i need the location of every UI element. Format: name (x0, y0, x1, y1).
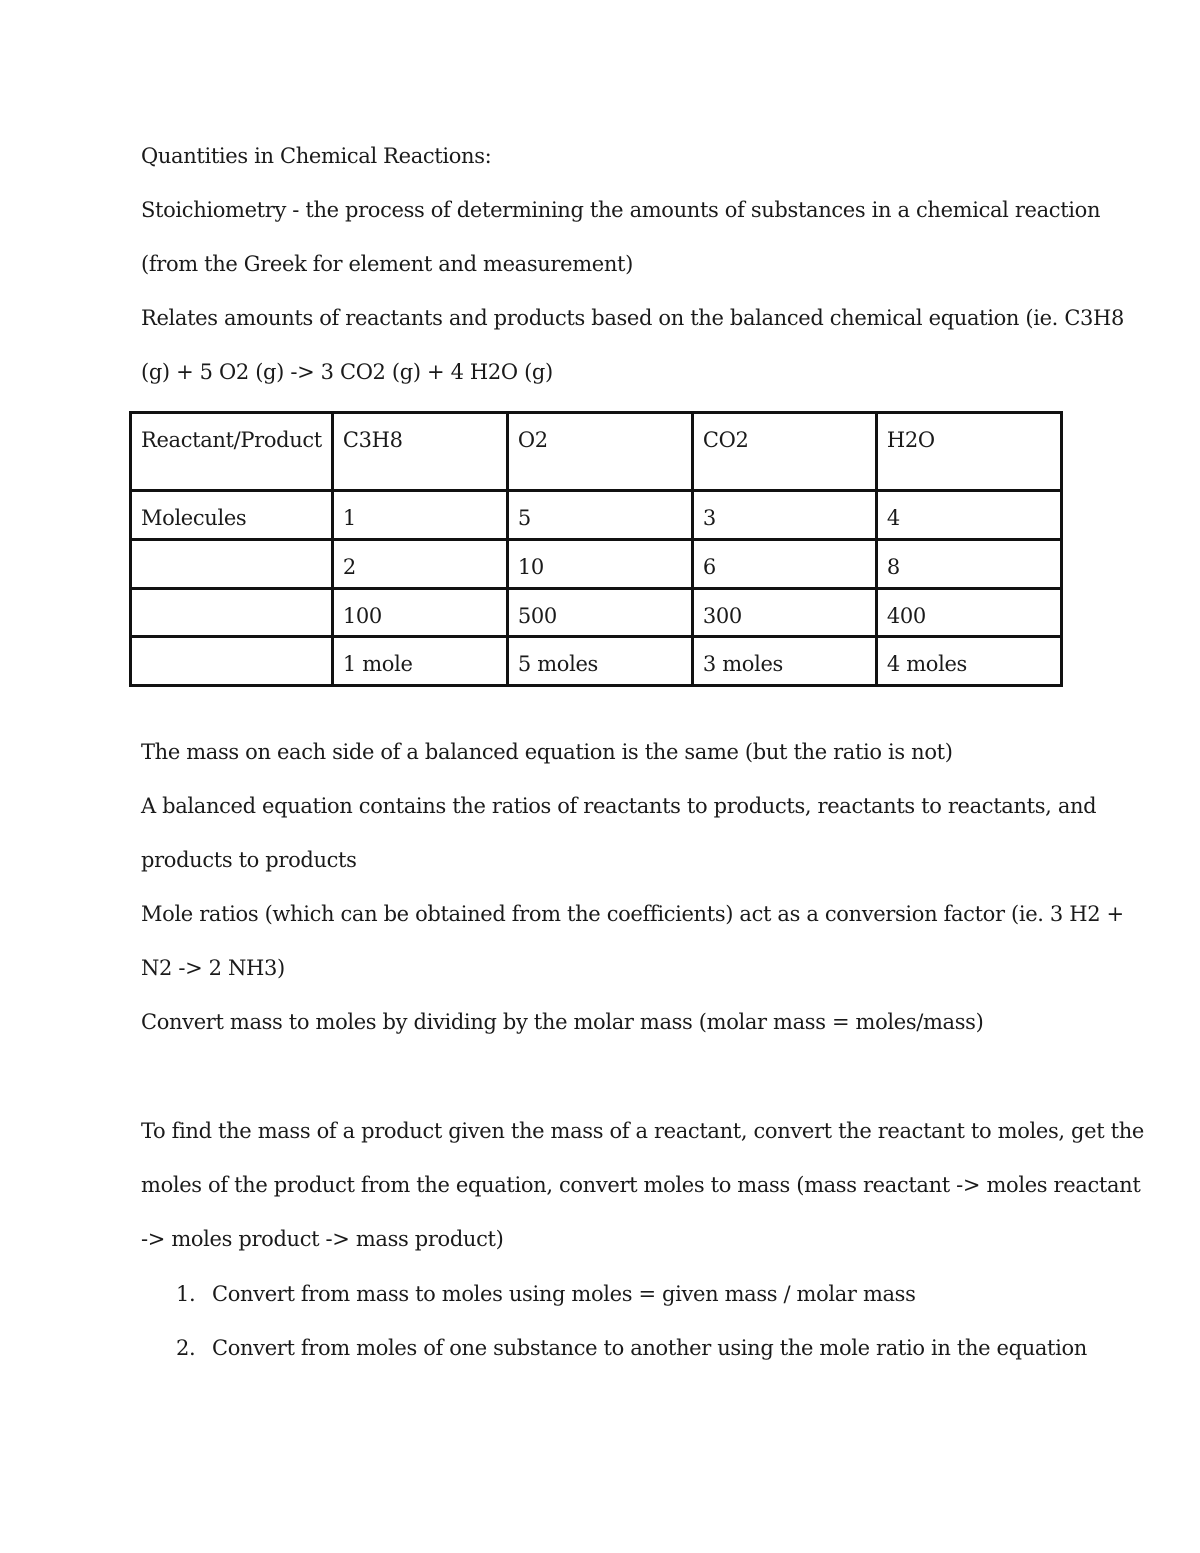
table-cell: 1 mole (332, 637, 507, 686)
table-cell: 10 (507, 540, 692, 589)
table-cell (131, 589, 333, 637)
note-line: A balanced equation contains the ratios of reactants to products, reactants to reactants, and (141, 794, 1097, 818)
table-cell: 2 (332, 540, 507, 589)
list-item-text: Convert from moles of one substance to another using the mole ratio in the equation (212, 1336, 1087, 1360)
paragraph-line: Relates amounts of reactants and products based on the balanced chemical equation (ie. C3H8 (141, 306, 1125, 330)
table-cell: 8 (876, 540, 1061, 589)
note-line: Mole ratios (which can be obtained from the coefficients) act as a conversion factor (ie. 3 H2 + (141, 902, 1124, 926)
table-cell: 3 (692, 491, 876, 540)
table-header-cell: C3H8 (332, 413, 507, 491)
note-line: Convert mass to moles by dividing by the molar mass (molar mass = moles/mass) (141, 1010, 984, 1034)
note-line: The mass on each side of a balanced equation is the same (but the ratio is not) (141, 740, 953, 764)
table-cell: 300 (692, 589, 876, 637)
table-row (131, 637, 1062, 686)
page-title: Quantities in Chemical Reactions: (141, 144, 492, 168)
list-item (176, 1334, 1087, 1362)
table-header-cell: O2 (507, 413, 692, 491)
table-cell: 400 (876, 589, 1061, 637)
paragraph-line: (g) + 5 O2 (g) -> 3 CO2 (g) + 4 H2O (g) (141, 360, 553, 384)
list-item-text: Convert from mass to moles using moles = given mass / molar mass (212, 1282, 916, 1306)
table-row (131, 491, 1062, 540)
table-header-cell: CO2 (692, 413, 876, 491)
list-item (176, 1280, 916, 1308)
table-cell: 6 (692, 540, 876, 589)
table-cell: 5 (507, 491, 692, 540)
table-header-cell: Reactant/Product (131, 413, 333, 491)
table-header-row (131, 413, 1062, 491)
table-row (131, 589, 1062, 637)
note-line: N2 -> 2 NH3) (141, 956, 285, 980)
table-header-cell: H2O (876, 413, 1061, 491)
table-cell: 4 moles (876, 637, 1061, 686)
procedure-line: moles of the product from the equation, convert moles to mass (mass reactant -> moles reactant (141, 1173, 1141, 1197)
table-cell: 5 moles (507, 637, 692, 686)
table-cell: 100 (332, 589, 507, 637)
table-cell: 4 (876, 491, 1061, 540)
procedure-line: To find the mass of a product given the mass of a reactant, convert the reactant to moles, get the (141, 1119, 1144, 1143)
table-cell: Molecules (131, 491, 333, 540)
list-item-number: 2. (176, 1336, 196, 1360)
table-cell: 500 (507, 589, 692, 637)
table-cell: 3 moles (692, 637, 876, 686)
procedure-line: -> moles product -> mass product) (141, 1227, 504, 1251)
table-cell (131, 637, 333, 686)
reaction-table (129, 411, 1063, 687)
paragraph-line: Stoichiometry - the process of determining the amounts of substances in a chemical reaction (141, 198, 1101, 222)
paragraph-line: (from the Greek for element and measurement) (141, 252, 633, 276)
table-row (131, 540, 1062, 589)
note-line: products to products (141, 848, 357, 872)
table-cell: 1 (332, 491, 507, 540)
table-cell (131, 540, 333, 589)
list-item-number: 1. (176, 1282, 196, 1306)
